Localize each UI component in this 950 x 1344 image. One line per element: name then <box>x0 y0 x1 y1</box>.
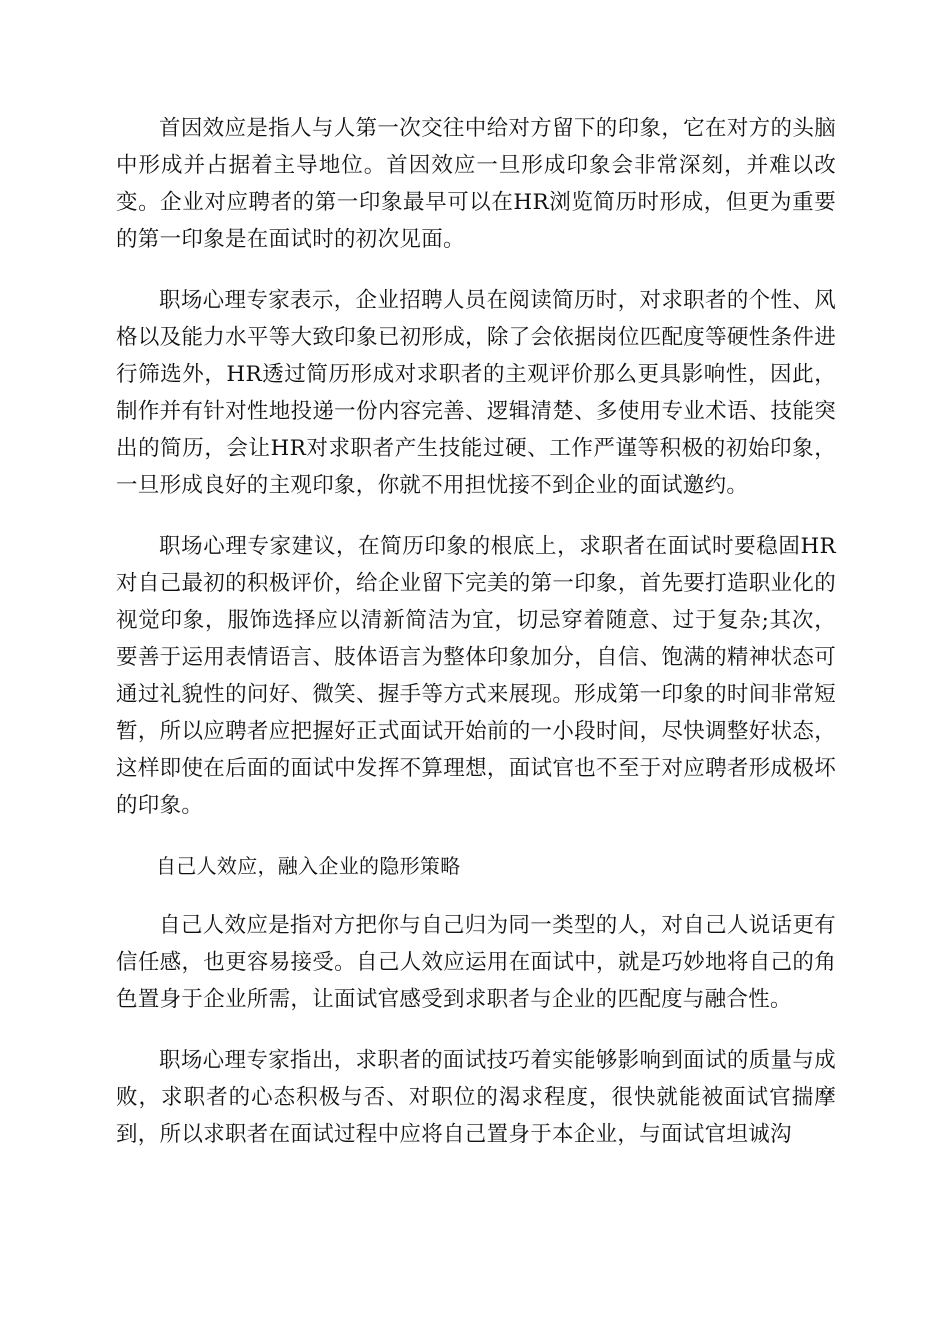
section-heading: 自己人效应，融入企业的隐形策略 <box>156 854 461 878</box>
paragraph-primacy-effect: 首因效应是指人与人第一次交往中给对方留下的印象，它在对方的头脑中形成并占据着主导地位。首因效应一旦形成印象会非常深刻，并难以改变。企业对应聘者的第一印象最早可以在HR浏览简历时形成，但更为重要的第一印象是在面试时的初次见面。 <box>116 116 836 252</box>
document-page <box>116 110 836 1177</box>
paragraph-insider-effect: 自己人效应是指对方把你与自己归为同一类型的人，对自己人说话更有信任感，也更容易接受。自己人效应运用在面试中，就是巧妙地将自己的角色置身于企业所需，让面试官感受到求职者与企业的匹配度与融合性。 <box>116 913 836 1012</box>
paragraph-resume-impression: 职场心理专家表示，企业招聘人员在阅读简历时，对求职者的个性、风格以及能力水平等大致印象已初形成，除了会依据岗位匹配度等硬性条件进行筛选外，HR透过简历形成对求职者的主观评价那么更具影响性，因此，制作并有针对性地投递一份内容完善、逻辑清楚、多使用专业术语、技能突出的简历，会让HR对求职者产生技能过硬、工作严谨等积极的初始印象，一旦形成良好的主观印象，你就不用担忧接不到企业的面试邀约。 <box>116 288 836 498</box>
paragraph-interview-advice: 职场心理专家建议，在简历印象的根底上，求职者在面试时要稳固HR对自己最初的积极评价，给企业留下完美的第一印象，首先要打造职业化的视觉印象，服饰选择应以清新简洁为宜，切忌穿着随意、过于复杂;其次，要善于运用表情语言、肢体语言为整体印象加分，自信、饱满的精神状态可通过礼貌性的问好、微笑、握手等方式来展现。形成第一印象的时间非常短暂，所以应聘者应把握好正式面试开始前的一小段时间，尽快调整好状态，这样即使在后面的面试中发挥不算理想，面试官也不至于对应聘者形成极坏的印象。 <box>116 534 836 818</box>
paragraph-interview-skills: 职场心理专家指出，求职者的面试技巧着实能够影响到面试的质量与成败，求职者的心态积极与否、对职位的渴求程度，很快就能被面试官揣摩到，所以求职者在面试过程中应将自己置身于本企业，与面试官坦诚沟 <box>116 1048 836 1147</box>
